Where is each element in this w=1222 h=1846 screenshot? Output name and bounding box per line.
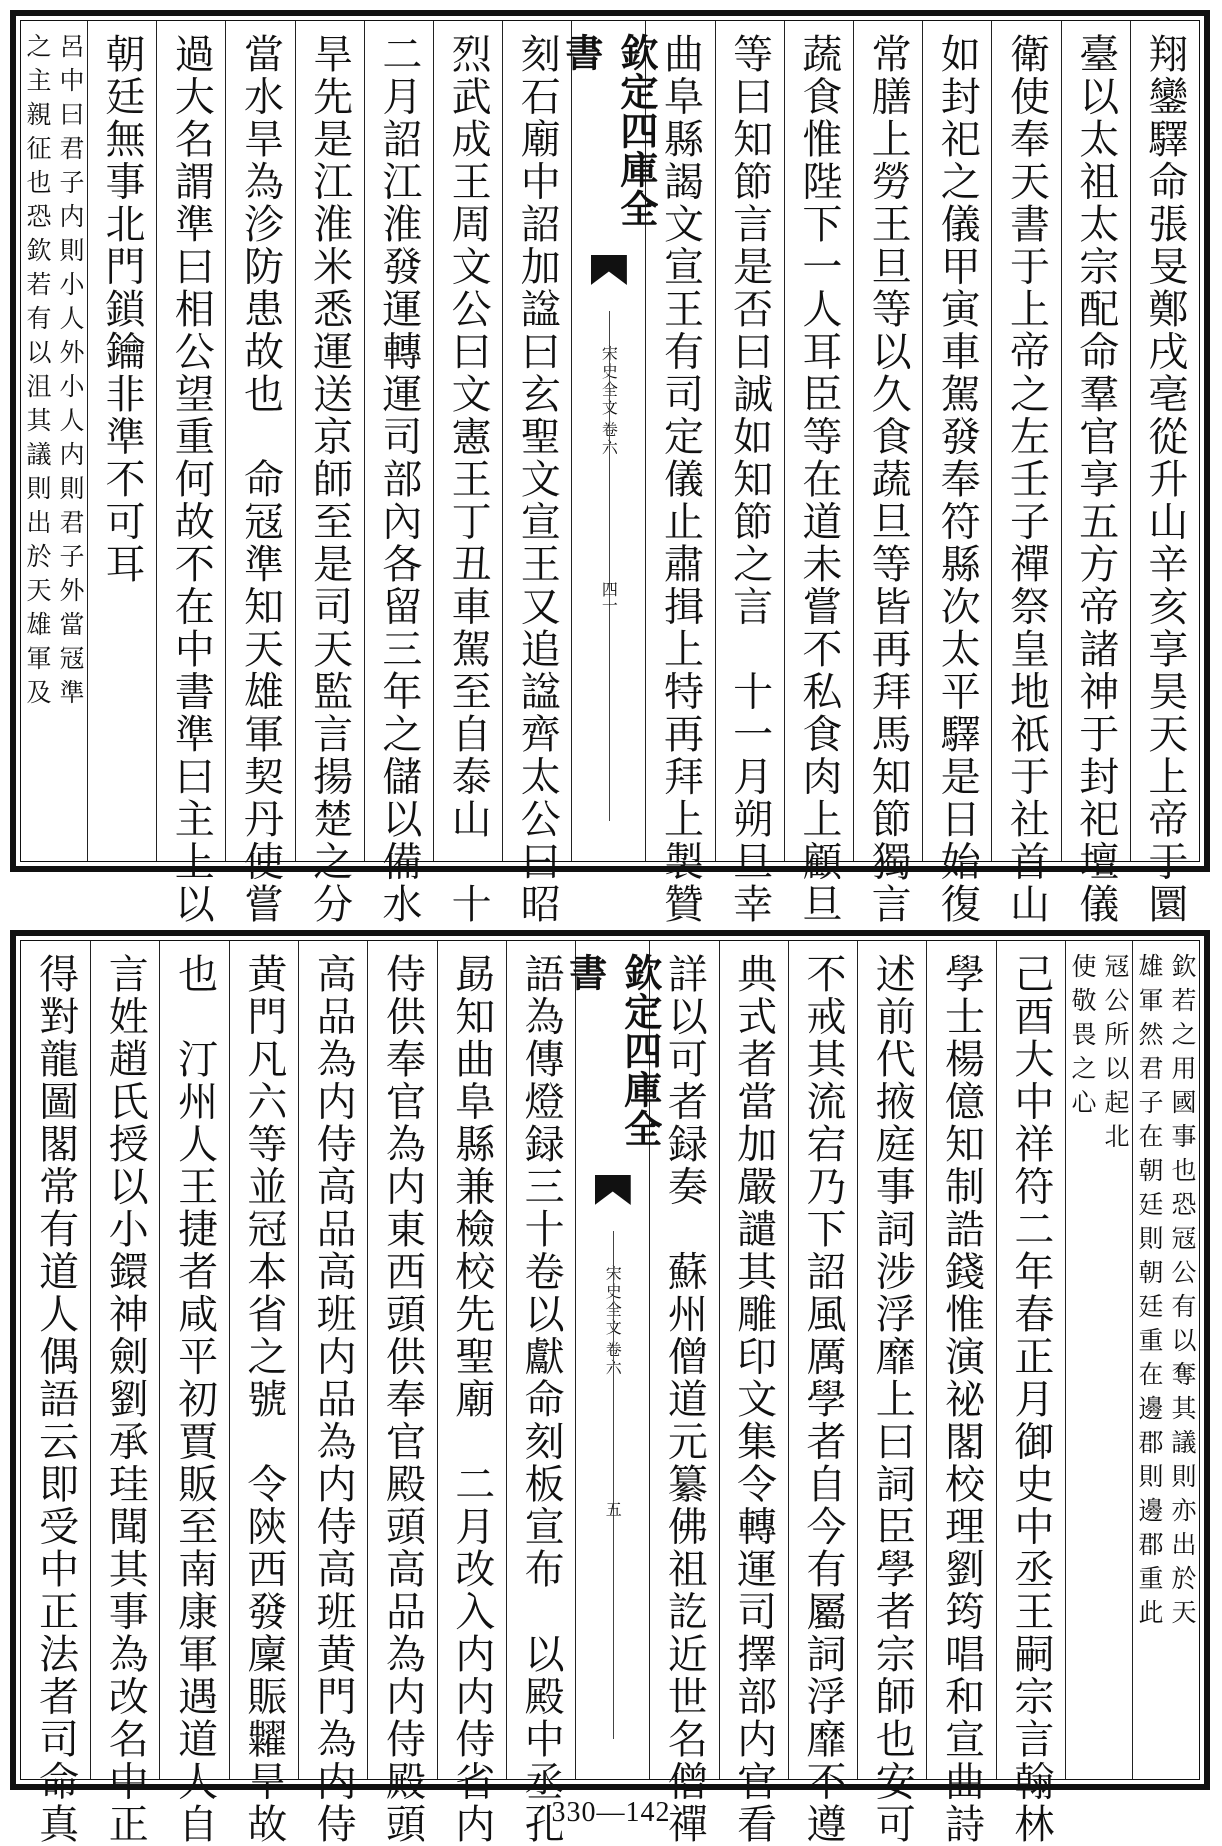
- text-column: [922, 21, 991, 926]
- commentary-column: [1132, 941, 1199, 1779]
- column-text: 語為傳燈録三十卷以獻命刻板宣布 以殿中丞孔: [518, 953, 565, 1846]
- column-text: 述前代掖庭事詞涉浮靡上曰詞臣學者宗師也安可: [869, 953, 916, 1846]
- column-text: 如封祀之儀甲寅車駕發奉符縣次太平驛是日始復: [934, 33, 981, 926]
- commentary-column: [21, 21, 87, 861]
- text-column: [1130, 21, 1199, 926]
- column-text: 二月詔江淮發運轉運司部內各留三年之儲以備水: [375, 33, 422, 926]
- folio-number: 四一: [599, 581, 619, 613]
- text-column: [784, 21, 853, 926]
- commentary-text: 呂中曰君子内則小人外小人内則君子外當冦準 之主親征也恐欽若有以沮其議則出於天雄軍及: [22, 33, 85, 713]
- column-text: 衛使奉天書于上帝之左壬子禪祭皇地祇于社首山: [1003, 33, 1050, 926]
- column-text: 蔬食惟陛下一人耳臣等在道未嘗不私食肉上顧旦: [795, 33, 842, 926]
- text-column: [87, 21, 156, 861]
- text-column: [437, 941, 506, 1846]
- column-text: 過大名謂準曰相公望重何故不在中書準曰主上以: [168, 33, 215, 926]
- column-text: 勗知曲阜縣兼檢校先聖廟 二月改入内内侍省内: [448, 953, 495, 1846]
- text-column: [21, 941, 90, 1846]
- fishtail-mark-icon: [591, 255, 627, 285]
- text-column: [364, 21, 433, 926]
- column-text: 言姓趙氏授以小鐶神劍劉承珪聞其事為改名中正: [102, 953, 149, 1846]
- column-text: 刻石廟中詔加諡曰玄聖文宣王又追諡齊太公曰昭: [514, 33, 561, 926]
- text-column: [926, 941, 995, 1846]
- column-text: 得對龍圖閣常有道人偶語云即受中正法者司命真: [32, 953, 79, 1846]
- text-column: [991, 21, 1060, 926]
- text-column: [225, 21, 294, 926]
- column-text: 己酉大中祥符二年春正月御史中丞王嗣宗言翰林: [1007, 953, 1054, 1846]
- text-column: [156, 21, 225, 926]
- column-text: 當水旱為沴防患故也 命冦準知天雄軍契丹使嘗: [237, 33, 284, 926]
- text-column: [788, 941, 857, 1846]
- book-title: 欽定四庫全書: [562, 953, 663, 1148]
- text-column: [1061, 21, 1130, 926]
- column-text: 典式者當加嚴譴其雕印文集令轉運司擇部内官看: [730, 953, 777, 1846]
- column-text: 曲阜縣謁文宣王有司定儀止肅揖上特再拜上製贊: [657, 33, 704, 926]
- column-text: 常膳上勞王旦等以久食蔬旦等皆再拜馬知節獨言: [865, 33, 912, 926]
- text-column: [857, 941, 926, 1846]
- column-text: 侍供奉官為内東西頭供奉官殿頭高品為内侍殿頭: [379, 953, 426, 1846]
- text-column: [159, 941, 228, 1846]
- work-title: 宋史全文: [599, 345, 619, 417]
- footer-page-number: 330—142: [551, 1797, 671, 1828]
- text-column: [229, 941, 298, 1846]
- column-text: 學士楊億知制誥錢惟演祕閣校理劉筠唱和宣曲詩: [938, 953, 985, 1846]
- column-text: 臺以太祖太宗配命羣官享五方帝諸神于封祀壇儀: [1072, 33, 1119, 926]
- fishtail-mark-icon: [595, 1175, 631, 1205]
- text-column: [719, 941, 788, 1846]
- column-text: 等曰知節言是否曰誠如知節之言 十一月朔旦幸: [726, 33, 773, 926]
- commentary-column: [1065, 941, 1132, 1779]
- work-title: 宋史全文: [603, 1265, 623, 1337]
- center-fold-column: [558, 21, 659, 861]
- column-text: 高品為内侍高品高班内品為内侍高班黄門為内侍: [310, 953, 357, 1846]
- text-column: [90, 941, 159, 1846]
- book-title: 欽定四庫全書: [558, 33, 659, 228]
- volume-label: 卷六: [603, 1341, 623, 1377]
- fold-rule: [609, 311, 610, 821]
- text-column: [853, 21, 922, 926]
- text-column: [367, 941, 436, 1846]
- column-text: 也 汀州人王捷者咸平初賈販至南康軍遇道人自: [171, 953, 218, 1846]
- text-column: [295, 21, 364, 926]
- top-page: [10, 10, 1210, 926]
- text-column: [715, 21, 784, 926]
- fold-rule: [613, 1231, 614, 1739]
- column-text: 黄門凡六等並冠本省之號 令陝西發廩賑糶旱故: [240, 953, 287, 1846]
- text-column: [996, 941, 1065, 1846]
- column-text: 旱先是江淮米悉運送京師至是司天監言揚楚之分: [306, 33, 353, 926]
- column-text: 不戒其流宕乃下詔風厲學者自今有屬詞浮靡不遵: [799, 953, 846, 1846]
- volume-label: 卷六: [599, 421, 619, 457]
- center-fold-column: [562, 941, 663, 1779]
- text-column: [298, 941, 367, 1846]
- commentary-text: 欽若之用國事也恐冦公有以奪其議則亦出於天 雄軍然君子在朝廷則朝廷重在邊郡則邊郡重此: [1135, 953, 1197, 1633]
- text-column: [433, 21, 502, 926]
- column-text: 朝廷無事北門鎖鑰非準不可耳: [99, 33, 146, 586]
- folio-number: 五: [603, 1501, 623, 1517]
- column-text: 翔鑾驛命張旻鄭戌亳從升山辛亥享昊天上帝于圜: [1141, 33, 1188, 926]
- column-text: 詳以可者録奏 蘇州僧道元纂佛祖訖近世名僧禪: [661, 953, 708, 1846]
- top-page-columns: [20, 20, 1200, 926]
- column-text: 烈武成王周文公曰文憲王丁丑車駕至自泰山 十: [445, 33, 492, 926]
- commentary-text: 冦公所以起北 使敬畏之心: [1068, 953, 1130, 1157]
